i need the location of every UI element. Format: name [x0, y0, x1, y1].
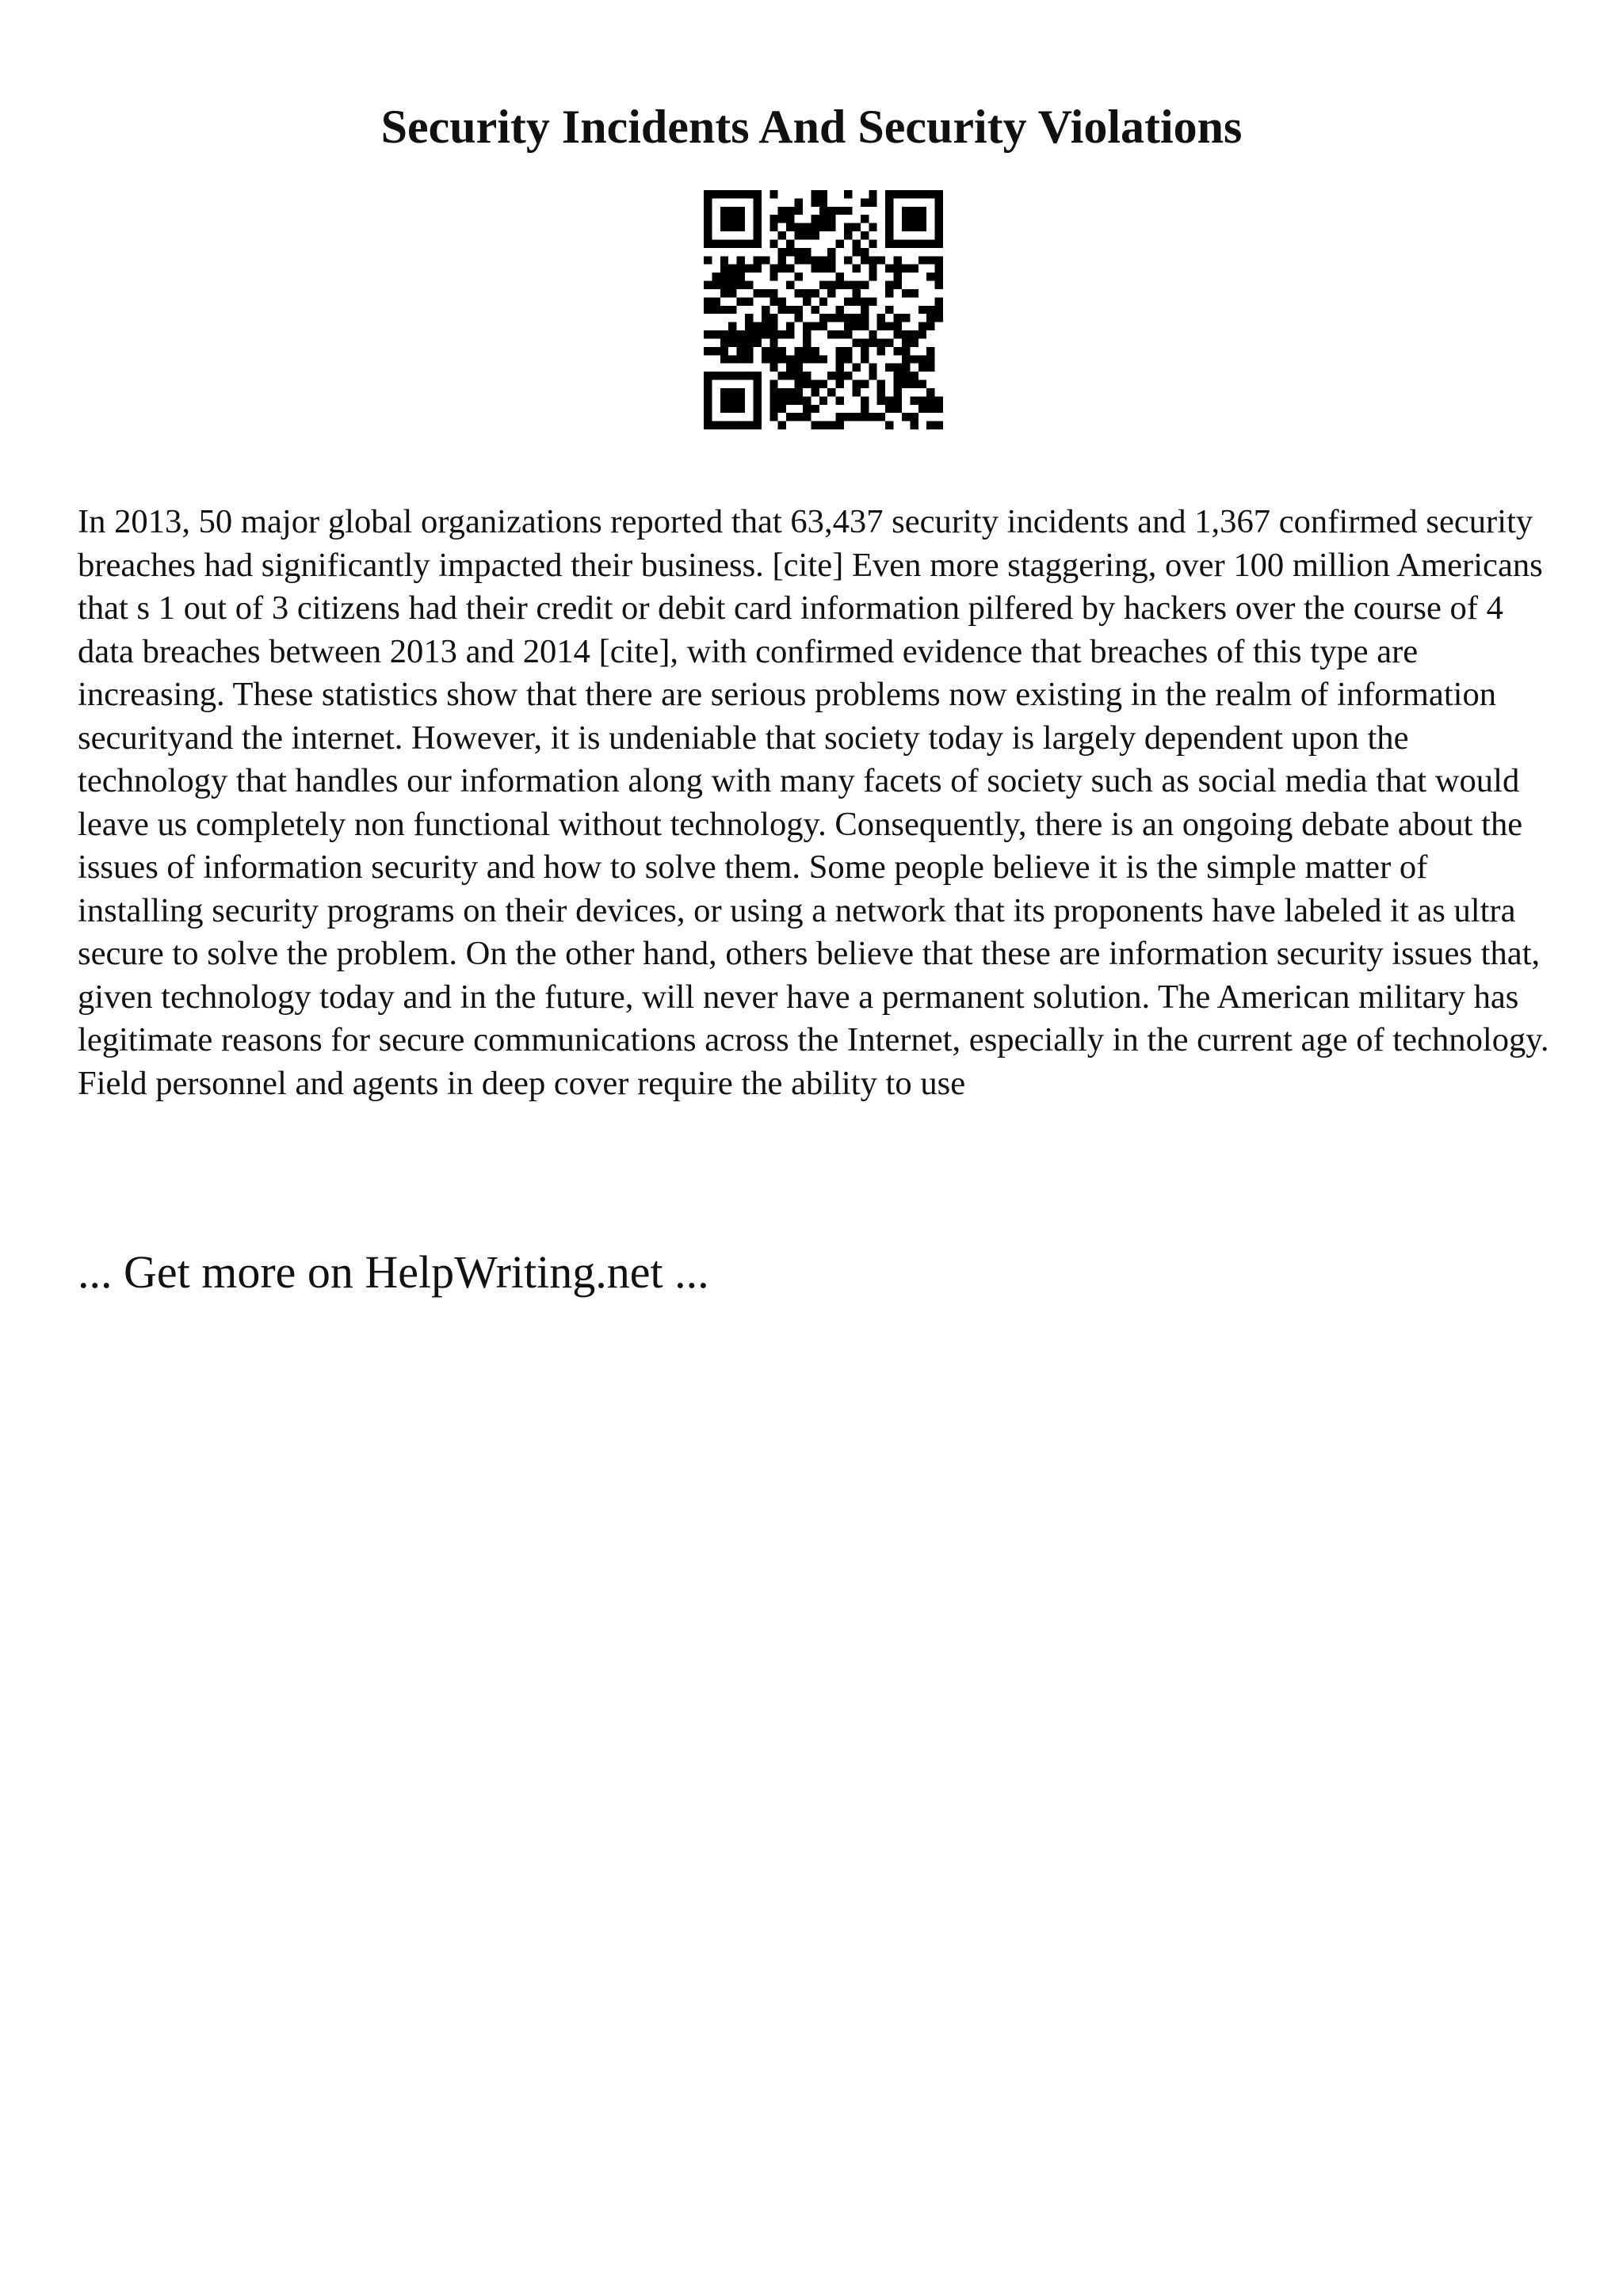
page-title: Security Incidents And Security Violations — [380, 101, 1243, 153]
body-paragraph: In 2013, 50 major global organizations reported that 63,437 security incidents and 1,367 confirmed security breaches had significantly impacted their business. [cite] Even more staggering, over 100 million Americans that s 1 out of 3 citizens had their credit or debit card information pilfered by hackers over the course of 4 data breaches between 2013 and 2014 [cite], with confirmed evidence that breaches of this type are increasing. These statistics show that there are serious problems now existing in the realm of information securityand the internet. However, it is undeniable that society today is largely dependent upon the technology that handles our information along with many facets of society such as social media that would leave us completely non functional without technology. Consequently, there is an ongoing debate about the issues of information security and how to solve them. Some people believe it is the simple matter of installing security programs on their devices, or using a network that its proponents have labeled it as ultra secure to solve the problem. On the other hand, others believe that these are information security issues that, given technology today and in the future, will never have a permanent solution. The American military has legitimate reasons for secure communications across the Internet, especially in the current age of technology. Field personnel and agents in deep cover require the ability to use — [78, 503, 1549, 1102]
qr-code-icon[interactable] — [704, 190, 943, 429]
get-more-link[interactable]: ... Get more on HelpWriting.net ... — [78, 1246, 709, 1298]
